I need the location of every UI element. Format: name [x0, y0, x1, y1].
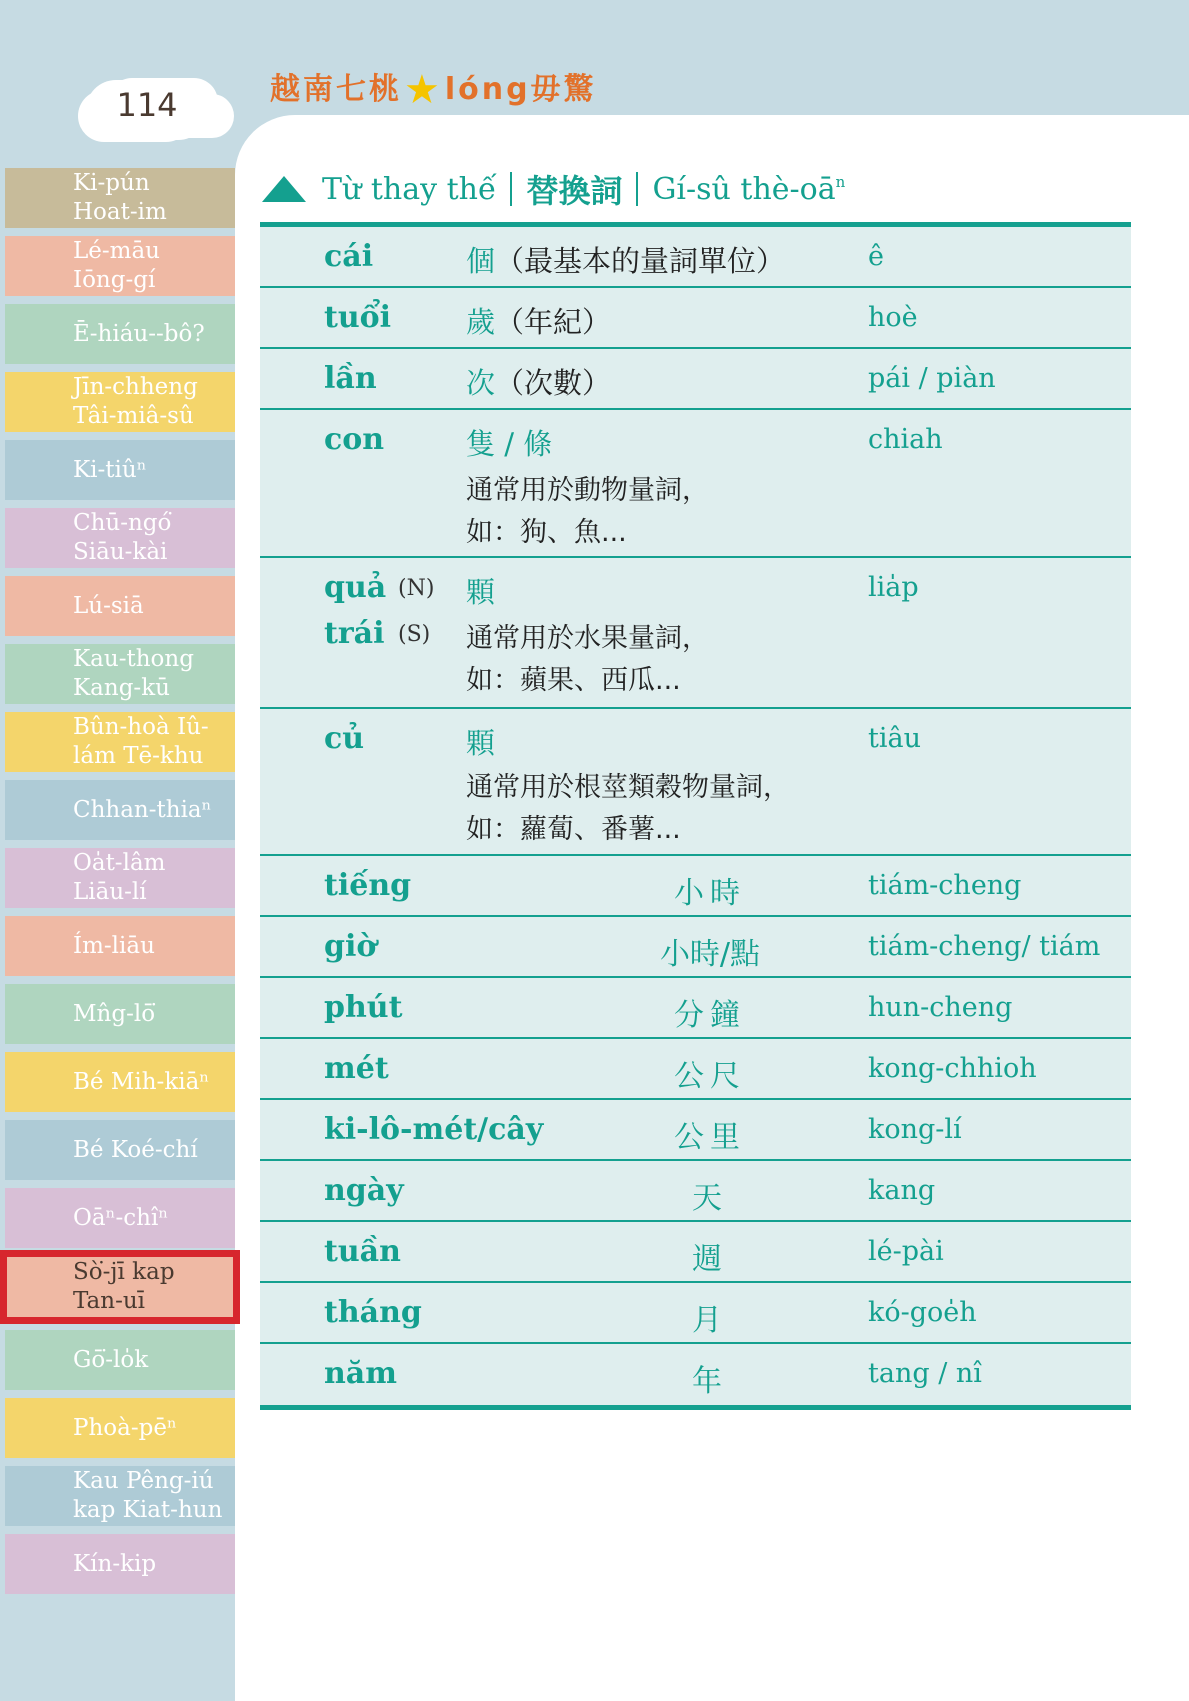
table-row	[260, 978, 1131, 1039]
table-row	[260, 917, 1131, 978]
usage-example: 如：蘋果、西瓜...	[466, 665, 681, 696]
chinese-word: 天	[692, 1181, 728, 1216]
sidebar-tab-label: Lú-siā	[73, 592, 144, 619]
chinese-word: 顆	[466, 726, 496, 760]
sidebar-tab-label: Chhan-thiaⁿ	[73, 796, 212, 823]
triangle-icon	[262, 176, 306, 202]
chinese-word: 個（最基本的量詞單位）	[466, 244, 786, 278]
taiwanese-romanization: tiám-cheng/ tiám	[868, 931, 1101, 962]
sidebar-tab[interactable]	[5, 1398, 235, 1458]
table-row	[260, 349, 1131, 410]
taiwanese-romanization: lé-pài	[868, 1236, 944, 1267]
sidebar-tab[interactable]	[5, 440, 235, 500]
table-row	[260, 558, 1131, 709]
section-title-zh: 替換詞	[526, 172, 623, 210]
taiwanese-romanization: tang / nî	[868, 1358, 982, 1389]
sidebar-tab-label: Jīn-chheng Tâi-miâ-sû	[73, 374, 198, 429]
section-title-vi: Từ thay thế	[322, 171, 497, 207]
sidebar-tab[interactable]	[5, 508, 235, 568]
table-row	[260, 1039, 1131, 1100]
sidebar-tab[interactable]	[5, 780, 235, 840]
taiwanese-romanization: tiám-cheng	[868, 870, 1022, 901]
vietnamese-word: cái	[324, 239, 374, 274]
sidebar-tab-label: Oa̍t-lâm Liāu-lí	[73, 850, 166, 905]
sidebar-tab[interactable]	[5, 984, 235, 1044]
sidebar-tab[interactable]	[5, 304, 235, 364]
sidebar-tab-label: Sò͘-jī kap Tan-uī	[73, 1259, 175, 1314]
section-heading	[262, 166, 845, 212]
book-title-left: 越南七桃	[270, 72, 402, 107]
sidebar-tab[interactable]	[5, 1120, 235, 1180]
book-title-right: lóng毋驚	[444, 72, 597, 107]
vietnamese-word: phút	[324, 990, 403, 1025]
table-row	[260, 227, 1131, 288]
table-row	[260, 856, 1131, 917]
sidebar-tab[interactable]	[5, 644, 235, 704]
book-title	[270, 64, 597, 113]
taiwanese-romanization: kang	[868, 1175, 936, 1206]
sidebar-tab-active[interactable]	[0, 1250, 240, 1324]
region-tag: (S)	[398, 622, 431, 647]
sidebar-tab-label: Gō͘-lo̍k	[73, 1346, 149, 1373]
vietnamese-word: tiếng	[324, 868, 412, 903]
sidebar-tab-label: Kín-kip	[73, 1550, 157, 1577]
taiwanese-romanization: hun-cheng	[868, 992, 1013, 1023]
chinese-word: 次（次數）	[466, 366, 612, 400]
sidebar-tab-label: Bé Koé-chí	[73, 1136, 198, 1163]
chinese-word: 小時/點	[659, 937, 761, 972]
taiwanese-romanization: hoè	[868, 302, 918, 333]
chinese-word: 公尺	[674, 1059, 746, 1094]
taiwanese-romanization: kong-lí	[868, 1114, 962, 1145]
vietnamese-word: ngày	[324, 1173, 404, 1208]
sidebar-tab-label: Ki-pún Hoat-im	[73, 170, 167, 225]
sidebar-tab-label: Phoà-pēⁿ	[73, 1414, 177, 1441]
sidebar-tab-label: Kau Pêng-iú kap Kiat-hun	[73, 1468, 223, 1523]
usage-note: 通常用於根莖類穀物量詞，	[466, 772, 790, 803]
vietnamese-word: năm	[324, 1356, 397, 1391]
table-row	[260, 1100, 1131, 1161]
sidebar-tab[interactable]	[5, 916, 235, 976]
sidebar-tab[interactable]	[5, 1466, 235, 1526]
vietnamese-word: giờ	[324, 929, 377, 964]
vietnamese-word: con	[324, 422, 385, 457]
page-number: 114	[116, 86, 178, 124]
vietnamese-word: tháng	[324, 1295, 422, 1330]
sidebar-tab-label: Bûn-hoà Iû- lám Tē-khu	[73, 714, 209, 769]
chinese-word: 顆	[466, 575, 496, 609]
table-row	[260, 410, 1131, 558]
table-row	[260, 1222, 1131, 1283]
sidebar-tab-label: Ē-hiáu--bô?	[73, 320, 205, 347]
sidebar-tab[interactable]	[5, 1188, 235, 1248]
table-row	[260, 1344, 1131, 1405]
taiwanese-romanization: tiâu	[868, 723, 921, 754]
chinese-word: 分鐘	[674, 998, 746, 1033]
chinese-word: 公里	[674, 1120, 746, 1155]
usage-example: 如：蘿蔔、番薯...	[466, 814, 681, 845]
sidebar-tab-label: Kau-thong Kang-kū	[73, 646, 194, 701]
sidebar-tab[interactable]	[5, 1534, 235, 1594]
chinese-word: 隻 / 條	[466, 427, 553, 461]
chinese-word: 月	[692, 1303, 728, 1338]
divider	[636, 172, 638, 206]
taiwanese-romanization: chiah	[868, 424, 943, 455]
vocabulary-table	[260, 222, 1131, 1410]
chinese-word: 年	[692, 1364, 728, 1399]
taiwanese-romanization: ê	[868, 241, 884, 272]
sidebar-tab[interactable]	[5, 848, 235, 908]
usage-note: 通常用於水果量詞，	[466, 623, 709, 654]
sidebar-tab-label: Oāⁿ-chîⁿ	[73, 1204, 169, 1231]
sidebar-tab-label: Ki-tiûⁿ	[73, 456, 147, 483]
table-row	[260, 709, 1131, 856]
taiwanese-romanization: kó-goe̍h	[868, 1297, 977, 1328]
sidebar-tab[interactable]	[5, 236, 235, 296]
table-row	[260, 288, 1131, 349]
vietnamese-word: tuần	[324, 1234, 401, 1269]
usage-note: 通常用於動物量詞，	[466, 475, 709, 506]
vietnamese-word: quả	[324, 570, 387, 605]
star-icon: ★	[404, 67, 443, 113]
vietnamese-word: tuổi	[324, 300, 392, 335]
vietnamese-word: ki-lô-mét/cây	[324, 1112, 544, 1147]
chinese-word: 週	[692, 1242, 728, 1277]
vietnamese-word: mét	[324, 1051, 389, 1086]
table-row	[260, 1283, 1131, 1344]
vietnamese-word: lần	[324, 361, 377, 396]
sidebar-tab-label: Ím-liāu	[73, 932, 155, 959]
sidebar-tab-label: Lé-māu Iōng-gí	[73, 238, 160, 293]
sidebar-tab[interactable]	[5, 1330, 235, 1390]
table-row	[260, 1161, 1131, 1222]
section-title-tw: Gí-sû thè-$oā^n$	[652, 171, 846, 207]
sidebar-tab[interactable]	[5, 712, 235, 772]
divider	[510, 172, 512, 206]
taiwanese-romanization: pái / piàn	[868, 363, 996, 394]
sidebar-tab[interactable]	[5, 372, 235, 432]
sidebar-tab-label: Chū-ngó͘ Siāu-kài	[73, 510, 172, 565]
vietnamese-word-alt: trái	[324, 616, 385, 651]
region-tag: (N)	[398, 576, 435, 601]
taiwanese-romanization: lia̍p	[868, 572, 919, 603]
taiwanese-romanization: kong-chhioh	[868, 1053, 1037, 1084]
chinese-word: 小時	[674, 876, 746, 911]
sidebar-tab-label: Mn̂g-lō͘	[73, 1000, 156, 1027]
vietnamese-word: củ	[324, 721, 365, 756]
sidebar-tab[interactable]	[5, 1052, 235, 1112]
usage-example: 如：狗、魚...	[466, 517, 627, 548]
sidebar-tab[interactable]	[5, 168, 235, 228]
sidebar-tab-label: Bé Mih-kiāⁿ	[73, 1068, 210, 1095]
sidebar-tab[interactable]	[5, 576, 235, 636]
chinese-word: 歲（年紀）	[466, 305, 612, 339]
